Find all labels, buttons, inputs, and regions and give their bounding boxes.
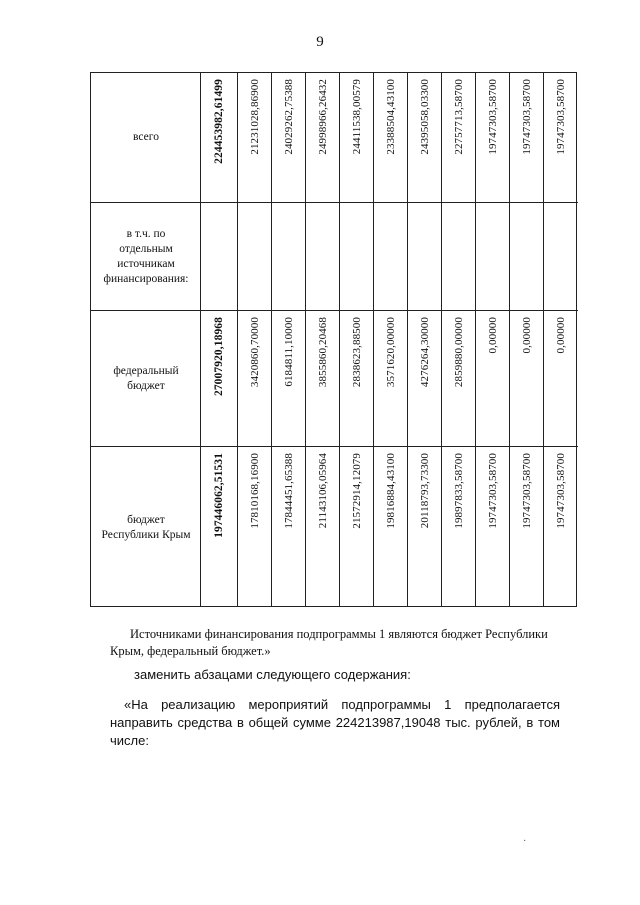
cell-value: 19747303,58700 [555,79,567,155]
row-label-federal: федеральный бюджет [91,311,201,447]
table-column [374,73,408,606]
table-cell-total [340,73,373,203]
table-cell-sources [201,203,237,311]
cell-value: 23388504,43100 [384,79,397,155]
table-cell-sources [340,203,373,311]
cell-value: 19747303,58700 [520,453,533,529]
cell-value: 24395058,03300 [418,79,431,155]
table-cell-sources [408,203,441,311]
table-cell-republic [374,447,407,608]
quote-paragraph: «На реализацию мероприятий подпрограммы 1 предполагается направить средства в общей сумме 224213987,19048 тыс. рублей, в том числе: [110,697,560,748]
table-cell-federal [544,311,578,447]
table-cell-sources [544,203,578,311]
table-cell-total [374,73,407,203]
cell-value: 20118793,73300 [418,453,431,529]
table-cell-sources [476,203,509,311]
cell-value: 0,00000 [520,317,533,354]
table-column [408,73,442,606]
table-cell-republic [238,447,271,608]
table-column [340,73,374,606]
cell-value: 2838623,88500 [350,317,363,388]
table-column [442,73,476,606]
table-cell-republic [442,447,475,608]
cell-value: 19747303,58700 [486,79,499,155]
table-cell-republic [408,447,441,608]
table-cell-total [238,73,271,203]
table-column [306,73,340,606]
cell-value: 22757713,58700 [452,79,465,155]
cell-value: 19747303,58700 [555,453,567,529]
cell-value: 3420860,70000 [248,317,261,388]
cell-value: 17844451,65388 [282,453,295,529]
table-cell-sources [238,203,271,311]
row-label-column [91,73,201,606]
table-cell-republic [306,447,339,608]
sources-note: Источниками финансирования подпрограммы 1 являются бюджет Республики Крым, федеральный бюджет.» [110,627,548,658]
table-cell-federal [442,311,475,447]
cell-value: 21231028,86900 [248,79,261,155]
table-cell-total [544,73,578,203]
cell-value: 24411538,00579 [350,79,363,155]
cell-value: 224453982,61499 [213,79,225,164]
table-column [544,73,578,606]
table-cell-republic [510,447,543,608]
cell-value: 21143106,05964 [316,453,329,529]
cell-value: 0,00000 [555,317,567,354]
cell-value: 24029262,75388 [282,79,295,155]
table-cell-sources [510,203,543,311]
cell-value: 19897833,58700 [452,453,465,529]
table-cell-total [306,73,339,203]
page-number: 9 [316,34,324,50]
funding-table [90,72,577,607]
table-cell-federal [510,311,543,447]
table-cell-federal [201,311,237,447]
cell-value: 0,00000 [486,317,499,354]
cell-value: 19747303,58700 [486,453,499,529]
table-cell-sources [442,203,475,311]
table-column [238,73,272,606]
cell-value: 17810168,16900 [248,453,261,529]
table-cell-total [201,73,237,203]
table-cell-federal [374,311,407,447]
table-column [510,73,544,606]
cell-value: 19747303,58700 [520,79,533,155]
table-cell-total [272,73,305,203]
cell-value: 2859880,00000 [452,317,465,388]
cell-value: 27007920,18968 [213,317,225,397]
cell-value: 19816884,43100 [384,453,397,529]
table-cell-federal [306,311,339,447]
table-cell-sources [306,203,339,311]
table-cell-republic [201,447,237,608]
table-cell-total [408,73,441,203]
table-column [272,73,306,606]
row-label-total: всего [91,73,201,203]
table-cell-federal [238,311,271,447]
cell-value: 6184811,10000 [282,317,295,387]
table-cell-federal [476,311,509,447]
table-cell-sources [374,203,407,311]
table-cell-federal [340,311,373,447]
table-cell-republic [476,447,509,608]
table-cell-total [476,73,509,203]
table-cell-republic [272,447,305,608]
table-cell-federal [408,311,441,447]
cell-value: 4276264,30000 [418,317,431,388]
cell-value: 197446062,51531 [213,453,225,538]
table-cell-sources [272,203,305,311]
cell-value: 21572914,12079 [350,453,363,529]
row-label-republic: бюджет Республики Крым [101,513,191,541]
table-cell-republic [340,447,373,608]
scan-mark: · [523,836,527,847]
table-column [201,73,238,606]
table-cell-federal [272,311,305,447]
table-cell-republic [544,447,578,608]
table-column [476,73,510,606]
cell-value: 3855860,20468 [316,317,329,388]
cell-value: 3571620,00000 [384,317,397,388]
cell-value: 24998966,26432 [316,79,329,155]
row-label-sources: в т.ч. по отдельным источникам финансирования: [91,203,201,311]
replace-instruction: заменить абзацами следующего содержания: [134,667,411,682]
table-cell-total [442,73,475,203]
table-cell-total [510,73,543,203]
